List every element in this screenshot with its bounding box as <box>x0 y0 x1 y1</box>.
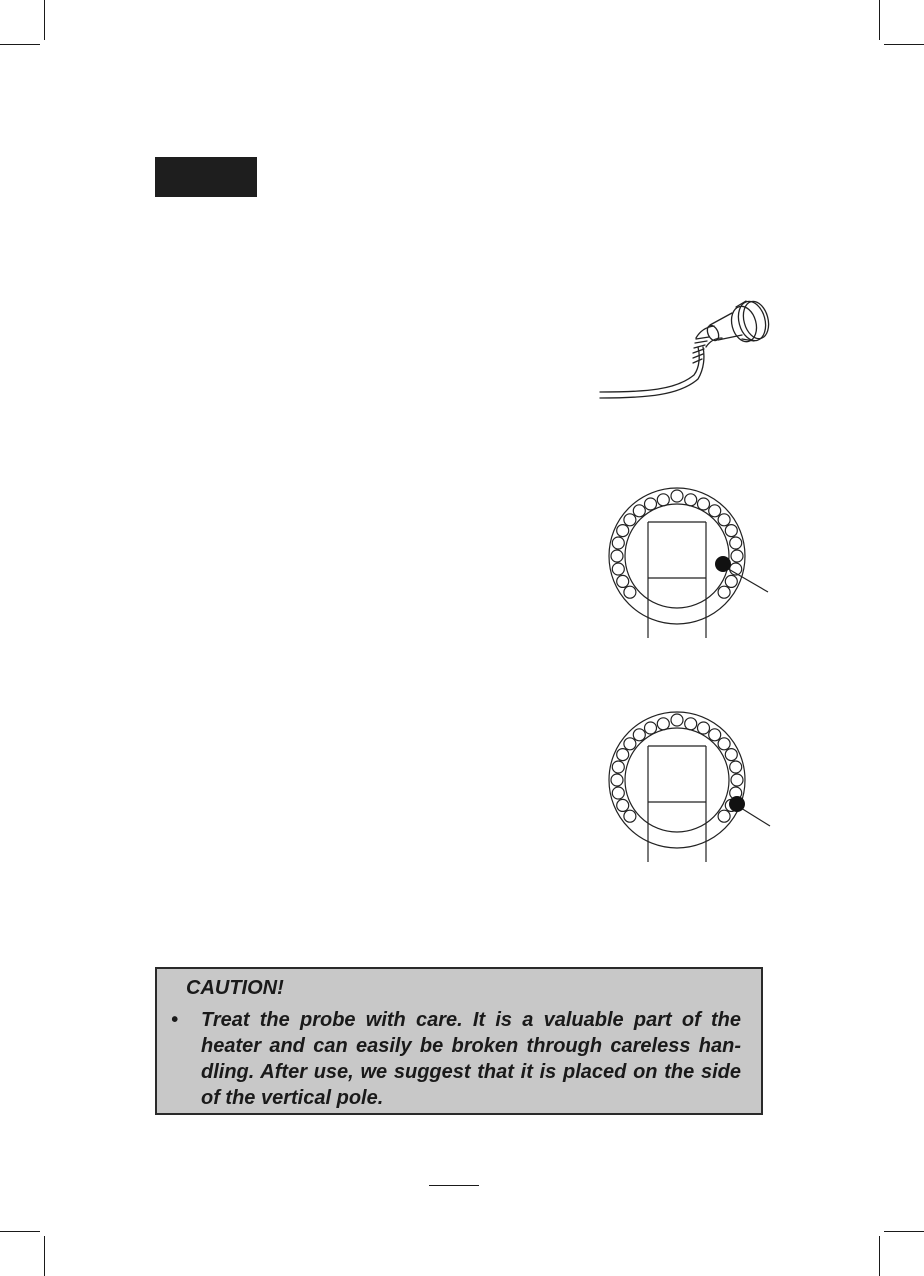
crop-mark <box>884 1231 924 1232</box>
page-number-rule <box>429 1185 479 1186</box>
crop-mark <box>44 1236 45 1276</box>
caution-text: Treat the probe with care. It is a valuable part of the heater and can easily be broken through careless han-dling. After use, we suggest that it is placed on the side of the vertical pole. <box>201 1009 741 1109</box>
crop-mark <box>879 1236 880 1276</box>
mount-diagram-upper <box>600 482 776 642</box>
crop-mark <box>0 44 40 45</box>
crop-mark <box>879 0 880 40</box>
crop-mark <box>884 44 924 45</box>
crop-mark <box>0 1231 40 1232</box>
caution-title: CAUTION! <box>186 977 284 999</box>
probe-with-cable-icon <box>596 295 776 405</box>
section-header-tab <box>155 157 257 197</box>
mount-diagram-lower <box>600 706 776 866</box>
crop-mark <box>44 0 45 40</box>
bullet-marker: • <box>171 1009 179 1031</box>
caution-box <box>155 967 763 1115</box>
probe-figure <box>596 295 776 405</box>
ring-mount-icon <box>600 482 776 642</box>
ring-mount-icon <box>600 706 776 866</box>
